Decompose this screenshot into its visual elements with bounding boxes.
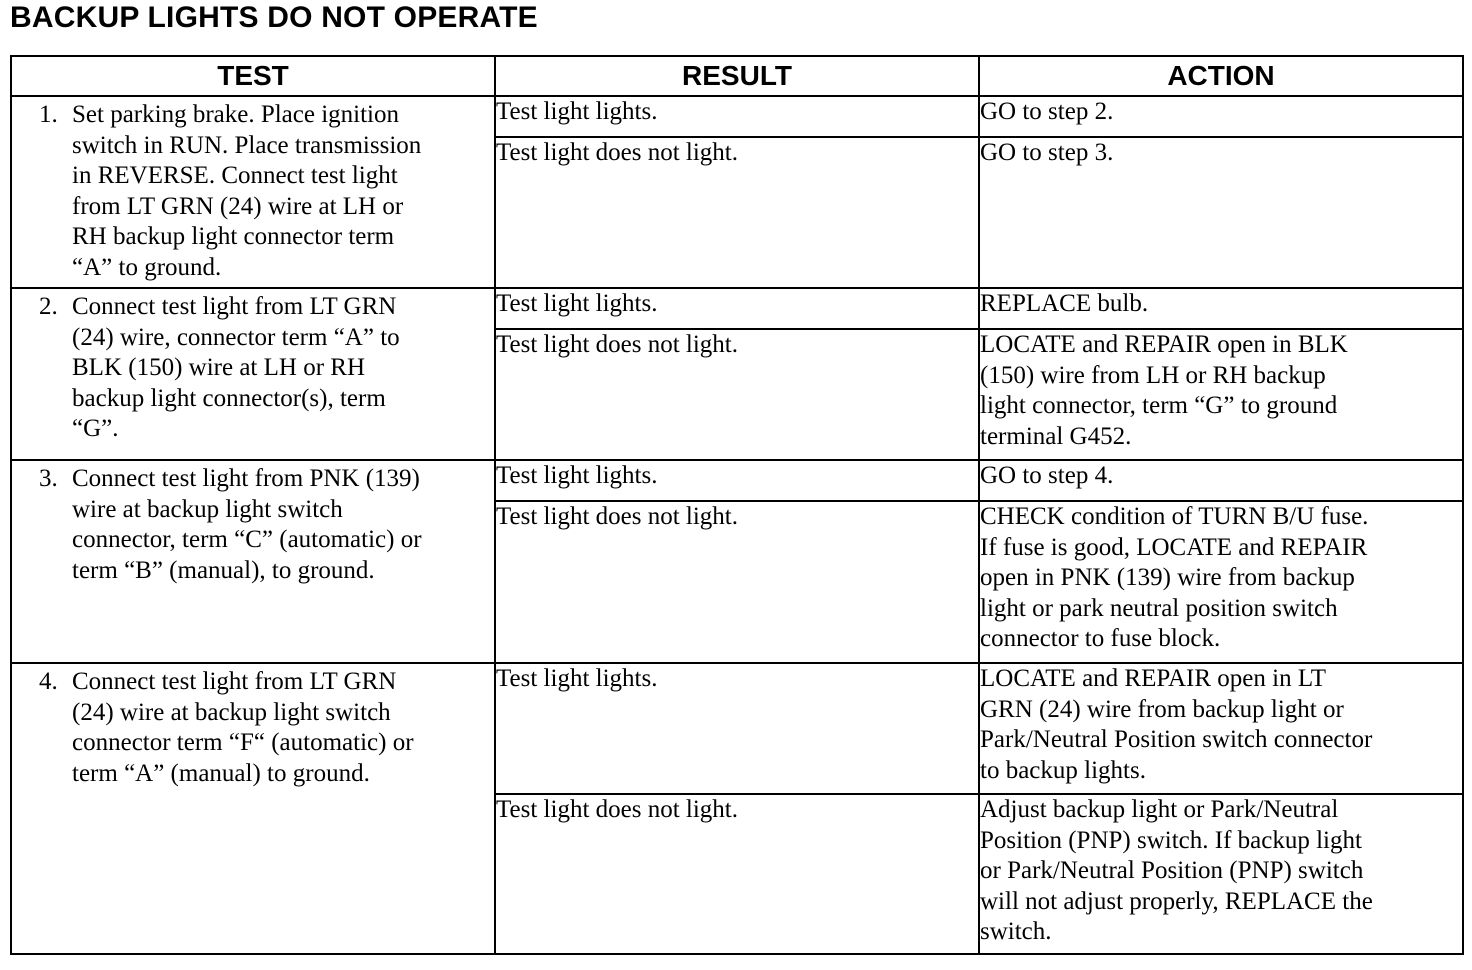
table-row (11, 96, 1463, 137)
test-line: Connect test light from PNK (139) (72, 465, 420, 492)
action-cell (979, 137, 1463, 288)
action-cell (979, 663, 1463, 794)
test-instructions (72, 292, 488, 445)
result-cell: Test light does not light. (495, 137, 979, 288)
action-line: will not adjust properly, REPLACE the (980, 887, 1373, 915)
header-row (11, 56, 1463, 96)
result-cell: Test light does not light. (495, 794, 979, 954)
test-line: connector, term “C” (automatic) or (72, 526, 422, 553)
action-line: Adjust backup light or Park/Neutral (980, 796, 1339, 823)
test-line: term “A” (manual) to ground. (72, 759, 370, 787)
action-line: connector to fuse block. (980, 625, 1221, 652)
action-cell (979, 501, 1463, 663)
result-cell: Test light lights. (495, 663, 979, 794)
action-line: REPLACE bulb. (980, 290, 1149, 317)
test-line: “G”. (72, 415, 119, 442)
action-line: switch. (980, 918, 1052, 945)
action-line: Position (PNP) switch. If backup light (980, 826, 1362, 854)
test-line: “A” to ground. (72, 253, 222, 281)
action-line: terminal G452. (980, 422, 1132, 450)
table-row (11, 288, 1463, 329)
action-line: open in PNK (139) wire from backup (980, 564, 1355, 591)
test-line: in REVERSE. Connect test light (72, 162, 398, 189)
header-test: TEST (11, 56, 495, 96)
test-cell-step-2 (11, 288, 495, 460)
test-line: Connect test light from LT GRN (72, 293, 397, 320)
result-cell: Test light does not light. (495, 501, 979, 663)
step-number: 2. (39, 293, 58, 320)
action-line: to backup lights. (980, 756, 1146, 784)
diagnostic-table (10, 55, 1464, 955)
test-instructions (72, 667, 488, 789)
action-cell (979, 794, 1463, 954)
action-cell (979, 288, 1463, 329)
test-line: term “B” (manual), to ground. (72, 556, 375, 584)
action-line: light or park neutral position switch (980, 594, 1338, 622)
test-line: BLK (150) wire at LH or RH (72, 354, 365, 381)
table-row (11, 460, 1463, 501)
test-line: wire at backup light switch (72, 495, 343, 523)
result-cell: Test light does not light. (495, 329, 979, 460)
test-line: backup light connector(s), term (72, 384, 386, 412)
test-cell-step-1 (11, 96, 495, 288)
step-number: 3. (39, 465, 58, 492)
action-line: If fuse is good, LOCATE and REPAIR (980, 533, 1368, 561)
step-number: 4. (39, 668, 58, 695)
action-line: Park/Neutral Position switch connector (980, 726, 1373, 753)
action-line: GO to step 4. (980, 462, 1114, 489)
action-line: GO to step 2. (980, 98, 1114, 125)
action-cell (979, 329, 1463, 460)
test-line: (24) wire, connector term “A” to (72, 323, 400, 351)
result-cell: Test light lights. (495, 96, 979, 137)
test-line: Connect test light from LT GRN (72, 668, 397, 695)
action-line: GRN (24) wire from backup light or (980, 695, 1344, 723)
test-line: from LT GRN (24) wire at LH or (72, 192, 404, 220)
result-cell: Test light lights. (495, 288, 979, 329)
step-number: 1. (39, 101, 58, 128)
test-instructions (72, 100, 488, 283)
header-action: ACTION (979, 56, 1463, 96)
page-title: BACKUP LIGHTS DO NOT OPERATE (10, 1, 538, 34)
action-line: or Park/Neutral Position (PNP) switch (980, 857, 1364, 884)
test-line: Set parking brake. Place ignition (72, 101, 400, 128)
action-line: (150) wire from LH or RH backup (980, 361, 1326, 389)
action-cell (979, 96, 1463, 137)
action-line: GO to step 3. (980, 139, 1114, 166)
test-cell-step-3 (11, 460, 495, 663)
action-cell (979, 460, 1463, 501)
test-line: (24) wire at backup light switch (72, 698, 391, 726)
test-line: switch in RUN. Place transmission (72, 131, 422, 159)
test-cell-step-4 (11, 663, 495, 954)
action-line: light connector, term “G” to ground (980, 392, 1338, 419)
header-result: RESULT (495, 56, 979, 96)
action-line: LOCATE and REPAIR open in BLK (980, 331, 1348, 358)
action-line: CHECK condition of TURN B/U fuse. (980, 503, 1369, 530)
test-line: RH backup light connector term (72, 223, 395, 250)
test-instructions (72, 464, 488, 586)
test-line: connector term “F“ (automatic) or (72, 729, 414, 756)
result-cell: Test light lights. (495, 460, 979, 501)
table-row (11, 663, 1463, 794)
action-line: LOCATE and REPAIR open in LT (980, 665, 1327, 692)
